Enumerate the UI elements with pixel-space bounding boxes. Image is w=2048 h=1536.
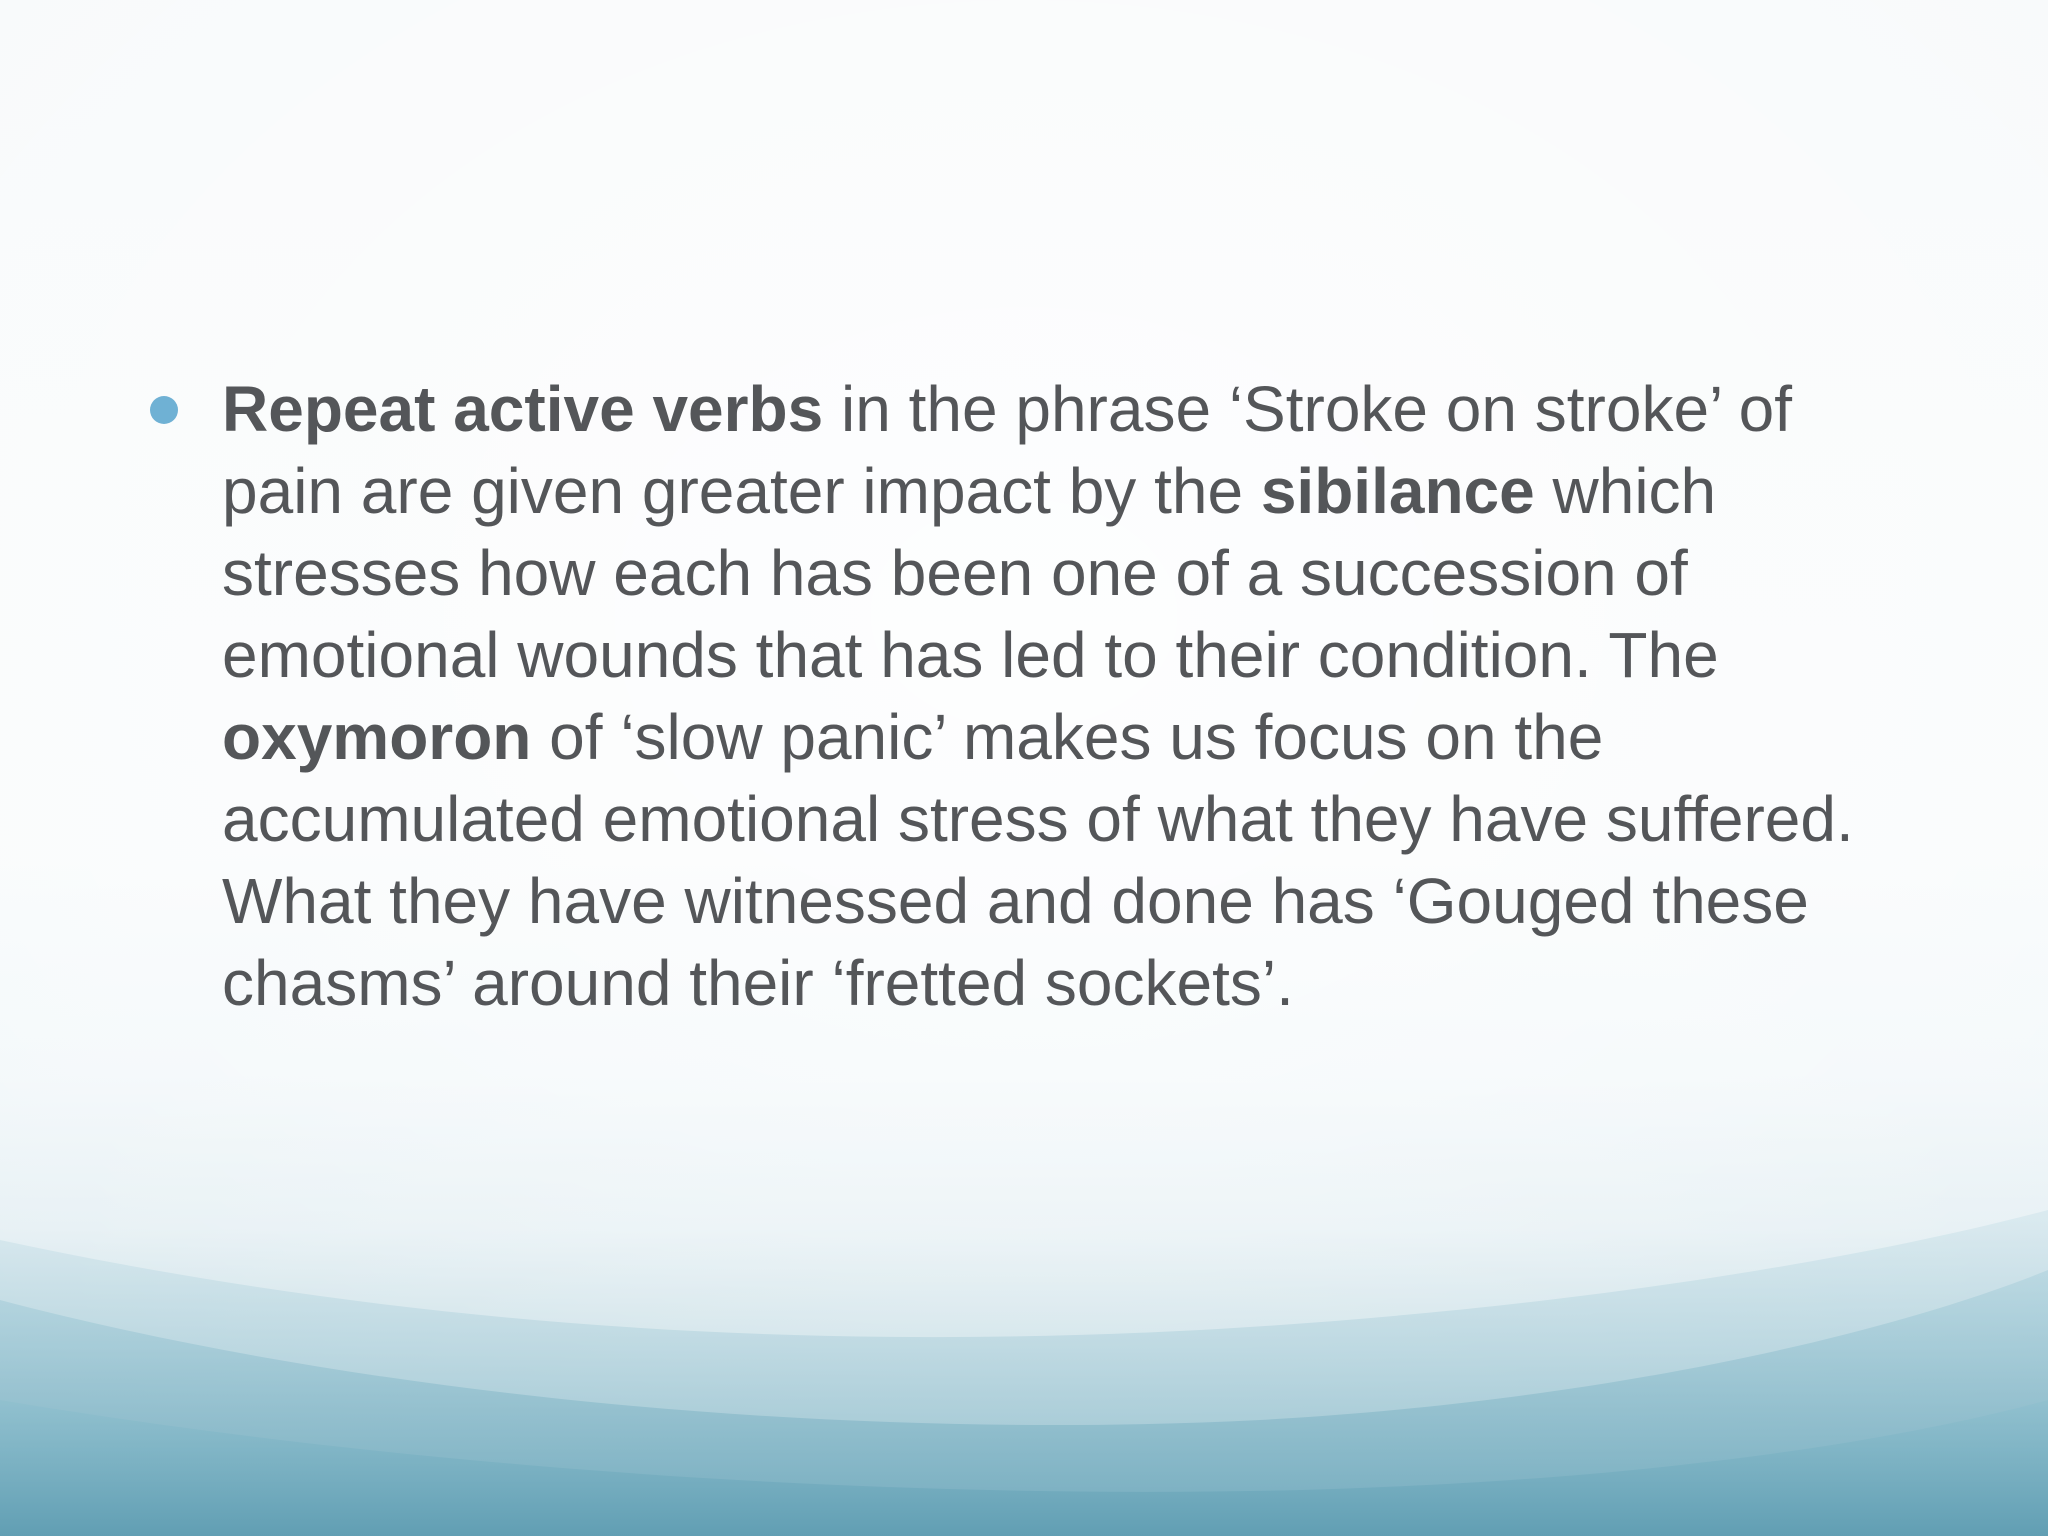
bold-term: oxymoron	[222, 701, 532, 773]
bold-term: sibilance	[1260, 455, 1535, 527]
content-area	[150, 368, 1910, 1024]
bullet-dot-icon	[150, 396, 178, 424]
bullet-item	[150, 368, 1910, 1024]
bullet-text	[222, 368, 1910, 1024]
text-segment: of ‘slow panic’ makes us focus on the accumulated emotional stress of what they have suffered. What they have witnessed and done has ‘Gouged these chasms’ around their ‘fretted sockets’.	[222, 701, 1854, 1019]
text-segment: which stresses how each has been one of a succession of emotional wounds that has led to their condition. The	[222, 455, 1719, 691]
text-segment: in the phrase ‘Stroke on stroke’ of pain are given greater impact by the	[222, 373, 1793, 527]
bold-term: Repeat active verbs	[222, 373, 824, 445]
